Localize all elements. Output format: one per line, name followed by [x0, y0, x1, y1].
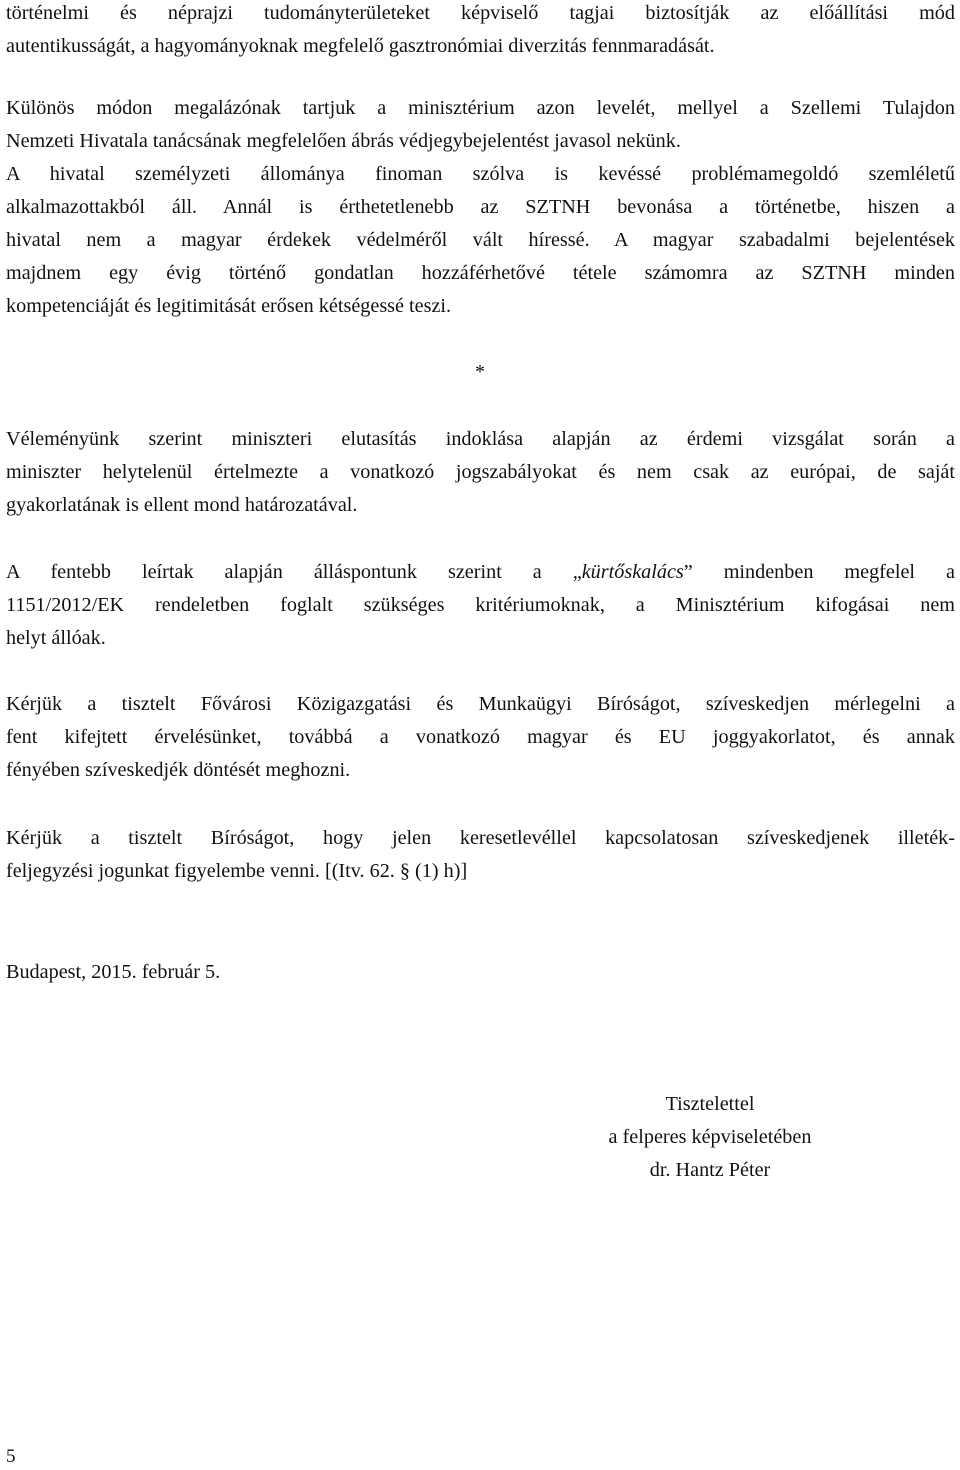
text-line: történelmi és néprajzi tudományterületeket képviselő tagjai biztosítják az előállítási mód: [6, 2, 955, 24]
text-line: feljegyzési jogunkat figyelembe venni. [(Itv. 62. § (1) h)]: [6, 860, 468, 882]
paragraph-opinion: [6, 423, 955, 522]
text-line: helyt állóak.: [6, 627, 106, 649]
text-line: gyakorlatának is ellent mond határozatával.: [6, 494, 358, 516]
text-segment: A fentebb leírtak alapján álláspontunk szerint a „: [6, 561, 582, 583]
signature-role: a felperes képviseletében: [608, 1126, 812, 1148]
text-line: A hivatal személyzeti állománya finoman szólva is kevéssé problémamegoldó szemléletű: [6, 163, 955, 185]
text-line: Kérjük a tisztelt Bíróságot, hogy jelen keresetlevéllel kapcsolatosan szíveskedjenek illeték-: [6, 827, 955, 849]
text-line: autentikusságát, a hagyományoknak megfelelő gasztronómiai diverzitás fennmaradását.: [6, 35, 715, 57]
text-line: [6, 556, 955, 589]
text-line: Nemzeti Hivatala tanácsának megfelelően ábrás védjegybejelentést javasol nekünk.: [6, 130, 681, 152]
text-line: Véleményünk szerint miniszteri elutasítás indoklása alapján az érdemi vizsgálat során a: [6, 428, 955, 450]
text-line: alkalmazottakból áll. Annál is érthetetlenebb az SZTNH bevonása a történetbe, hiszen a: [6, 196, 955, 218]
text-line: 1151/2012/EK rendeletben foglalt szükséges kritériumoknak, a Minisztérium kifogásai nem: [6, 594, 955, 616]
text-line: majdnem egy évig történő gondatlan hozzáférhetővé tétele számomra az SZTNH minden: [6, 262, 955, 284]
signature-name: dr. Hantz Péter: [649, 1159, 771, 1181]
text-line: Kérjük a tisztelt Fővárosi Közigazgatási és Munkaügyi Bíróságot, szíveskedjen mérlegelni a: [6, 693, 955, 715]
signature-block: [530, 1088, 890, 1187]
paragraph-continuation: [6, 0, 955, 63]
text-segment: ” mindenben megfelel a: [683, 561, 955, 583]
page-number: 5: [6, 1446, 16, 1467]
text-line: hivatal nem a magyar érdekek védelméről vált híressé. A magyar szabadalmi bejelentések: [6, 229, 955, 251]
paragraph-sztnh: [6, 92, 955, 323]
paragraph-request-court: [6, 688, 955, 787]
signature-closing: Tisztelettel: [665, 1093, 755, 1115]
text-line: miniszter helytelenül értelmezte a vonatkozó jogszabályokat és nem csak az európai, de saját: [6, 461, 955, 483]
text-line: Különös módon megalázónak tartjuk a minisztérium azon levelét, mellyel a Szellemi Tulajdon: [6, 97, 955, 119]
italic-term: kürtőskalács: [581, 561, 684, 583]
section-separator: *: [475, 361, 485, 383]
paragraph-fee-request: [6, 822, 955, 888]
text-line: fényében szíveskedjék döntését meghozni.: [6, 759, 351, 781]
text-line: fent kifejtett érvelésünket, továbbá a vonatkozó magyar és EU joggyakorlatot, és annak: [6, 726, 955, 748]
place-date: Budapest, 2015. február 5.: [6, 961, 221, 983]
text-line: kompetenciáját és legitimitását erősen kétségessé teszi.: [6, 295, 452, 317]
paragraph-position: [6, 556, 955, 655]
